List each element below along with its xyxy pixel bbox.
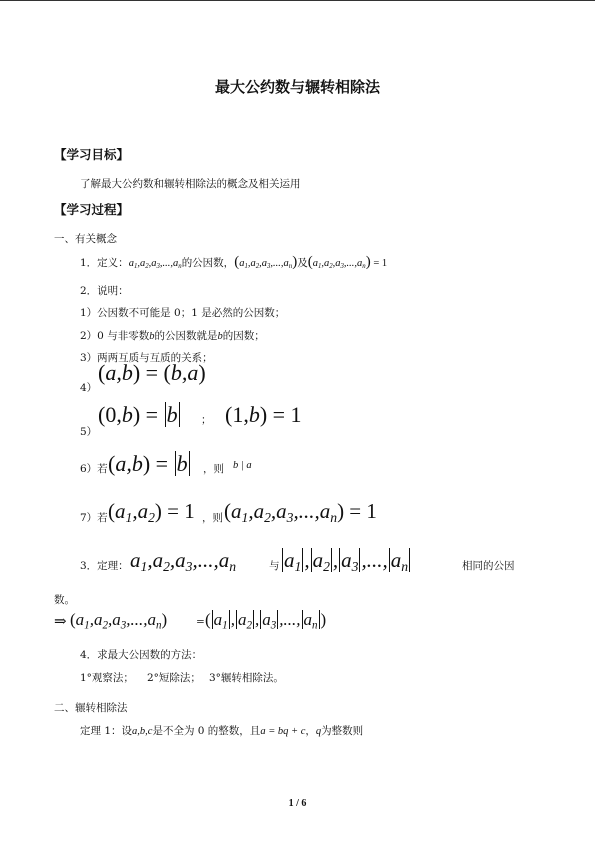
item-6-formula: (a,b) = b <box>108 451 188 476</box>
note-2-part: 2）0 与非零数 <box>80 330 150 342</box>
method-3: 3°辗转相除法。 <box>209 672 284 684</box>
implies-left: $(a_1,a_2,a_3,...,a_n)$ <box>70 610 168 632</box>
item-4-formula: (a,b) = (b,a) <box>98 360 206 385</box>
note-2-var: b <box>217 331 223 342</box>
note-2-var: b <box>149 331 155 342</box>
note-2-part: 的因数； <box>222 330 265 342</box>
definition-coprime: $(a_1,a_2,a_3,...,a_n) = 1$ <box>307 254 388 271</box>
theorem-abs: $a_1$ , $a_2$ , $a_3$ ,..., $a_n$ <box>284 548 409 575</box>
definition-label: 1．定义： <box>80 257 129 269</box>
note-title: 2．说明： <box>80 285 129 297</box>
item-6-then: ，则 <box>203 463 224 475</box>
implies-right: ( $a_1$ , $a_2$ , $a_3$ ,..., $a_n$ ) <box>205 610 327 632</box>
item-5-separator: ； <box>201 414 212 426</box>
theorem-1-vars: a,b,c <box>132 726 153 737</box>
item-6-label: 6）若 <box>80 463 108 475</box>
theorem-1-part: 为整数则 <box>321 725 364 737</box>
theorem-seq: $a_1,a_2,a_3,...,a_n$ <box>130 548 237 575</box>
theorem-1-equation: a = bq + c <box>260 726 306 737</box>
definition-line <box>80 254 387 271</box>
theorem-continued: 数。 <box>54 594 75 606</box>
item-7-then: ，则 <box>202 512 223 524</box>
theorem-1-var-q: q <box>315 726 322 737</box>
theorem-label: 3．定理： <box>80 560 129 572</box>
definition-gcd: $(a_1,a_2,a_3,...,a_n)$ <box>234 254 298 271</box>
implies-equals: = <box>196 616 205 628</box>
theorem-1-part: ， <box>305 725 316 737</box>
method-title: 4．求最大公因数的方法： <box>80 649 203 661</box>
note-2 <box>80 328 265 343</box>
item-6-result: b | a <box>233 460 252 471</box>
definition-mid: 的公因数， <box>181 257 235 269</box>
section-2-title: 二、辗转相除法 <box>54 702 128 714</box>
note-1: 1）公因数不可能是 0；1 是必然的公因数； <box>80 307 286 319</box>
item-5-label: 5） <box>80 426 98 438</box>
note-3: 3）两两互质与互质的关系； <box>80 352 213 364</box>
page-title: 最大公约数与辗转相除法 <box>214 78 380 96</box>
page-number: 1 / 6 <box>288 798 307 809</box>
goal-heading: 【学习目标】 <box>54 147 130 162</box>
item-7-formula-a: $(a_1,a_2) = 1$ <box>108 499 195 526</box>
definition-seq: $a_1,a_2,a_3,...,a_n$ <box>128 258 182 271</box>
theorem-with: 与 <box>269 560 280 572</box>
theorem-1-part: 定理 1：设 <box>80 725 133 737</box>
section-1-title: 一、有关概念 <box>54 233 117 245</box>
item-7-label: 7）若 <box>80 512 108 524</box>
definition-and: 及 <box>297 257 308 269</box>
note-2-part: 的公因数就是 <box>154 330 218 342</box>
item-5-formula-b: (1,b) = 1 <box>225 402 302 427</box>
method-2: 2°短除法； <box>147 672 201 684</box>
process-heading: 【学习过程】 <box>54 202 130 217</box>
item-5-formula-a: (0,b) = b <box>98 402 178 427</box>
theorem-1-part: 是不全为 0 的整数，且 <box>152 725 261 737</box>
goal-text: 了解最大公约数和辗转相除法的概念及相关运用 <box>80 178 301 190</box>
item-7-formula-b: $(a_1,a_2,a_3,...,a_n) = 1$ <box>224 499 377 526</box>
item-4-label: 4） <box>80 382 98 394</box>
theorem-suffix: 相同的公因 <box>462 560 515 572</box>
implies-arrow: ⇒ <box>54 612 67 630</box>
method-1: 1°观察法； <box>80 672 134 684</box>
top-rule <box>0 0 595 1</box>
theorem-1-line <box>80 723 363 738</box>
